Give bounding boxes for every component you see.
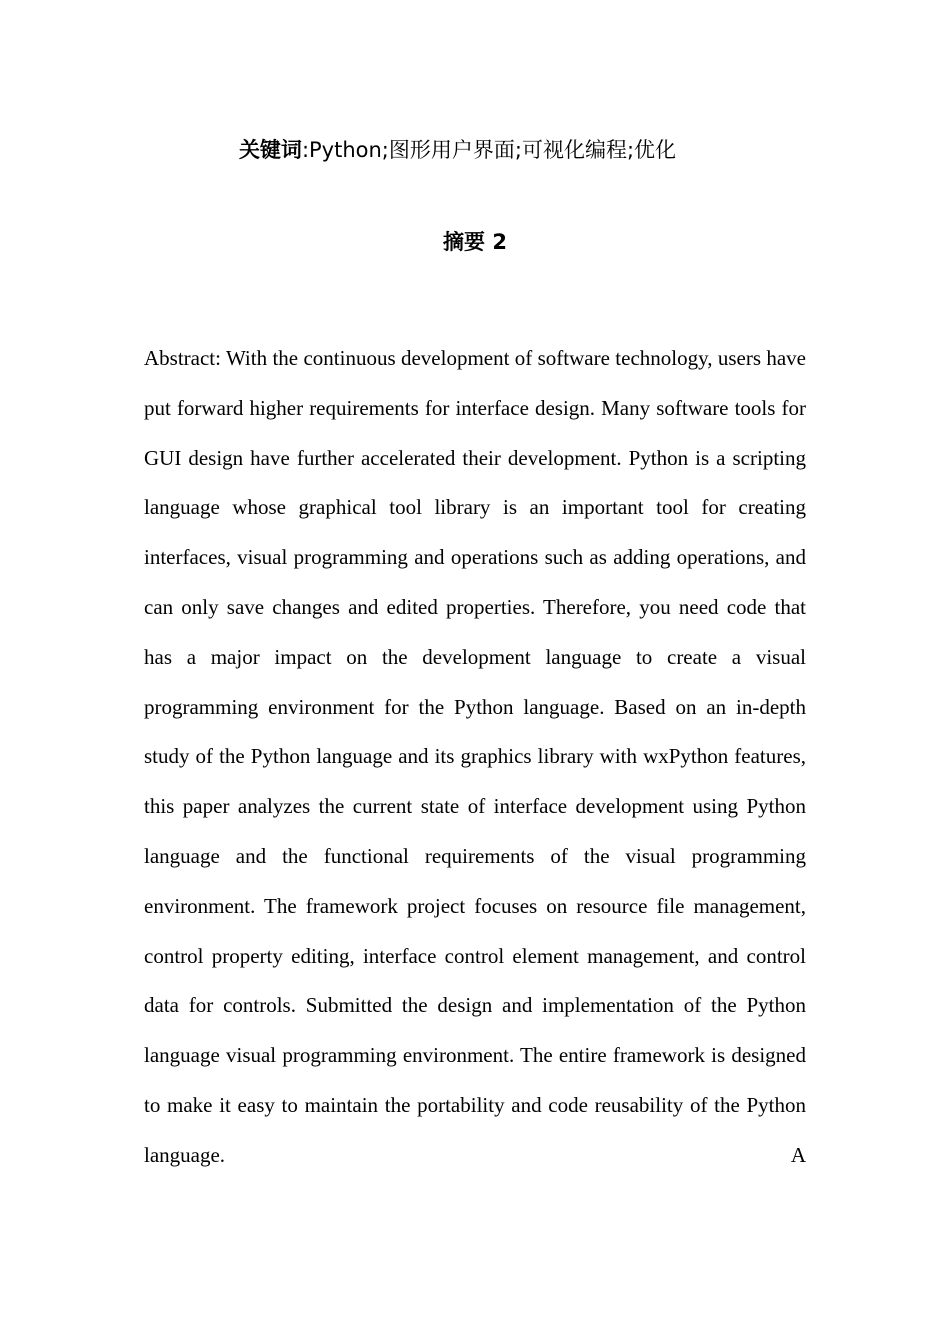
keywords-value: Python;图形用户界面;可视化编程;优化 <box>309 138 677 162</box>
abstract-paragraph: Abstract: With the continuous development of software technology, users have put forward higher requirements for interface design. Many software tools for GUI design have further accelerated their development. Python is a scripting language whose graphical tool library is an important tool for creating interfaces, visual programming and operations such as adding operations, and can only save changes and edited properties. Therefore, you need code that has a major impact on the development language to create a visual programming environment for the Python language. Based on an in-depth study of the Python language and its graphics library with wxPython features, this paper analyzes the current state of interface development using Python language and the functional requirements of the visual programming environment. The framework project focuses on resource file management, control property editing, interface control element management, and control data for controls. Submitted the design and implementation of the Python language visual programming environment. The entire framework is designed to make it easy to maintain the portability and code reusability of the Python language. A <box>144 346 806 1167</box>
keywords-separator: : <box>301 138 310 162</box>
section-title: 摘要 2 <box>443 230 507 254</box>
keywords-line <box>0 134 915 166</box>
keywords-label: 关键词 <box>238 138 302 162</box>
